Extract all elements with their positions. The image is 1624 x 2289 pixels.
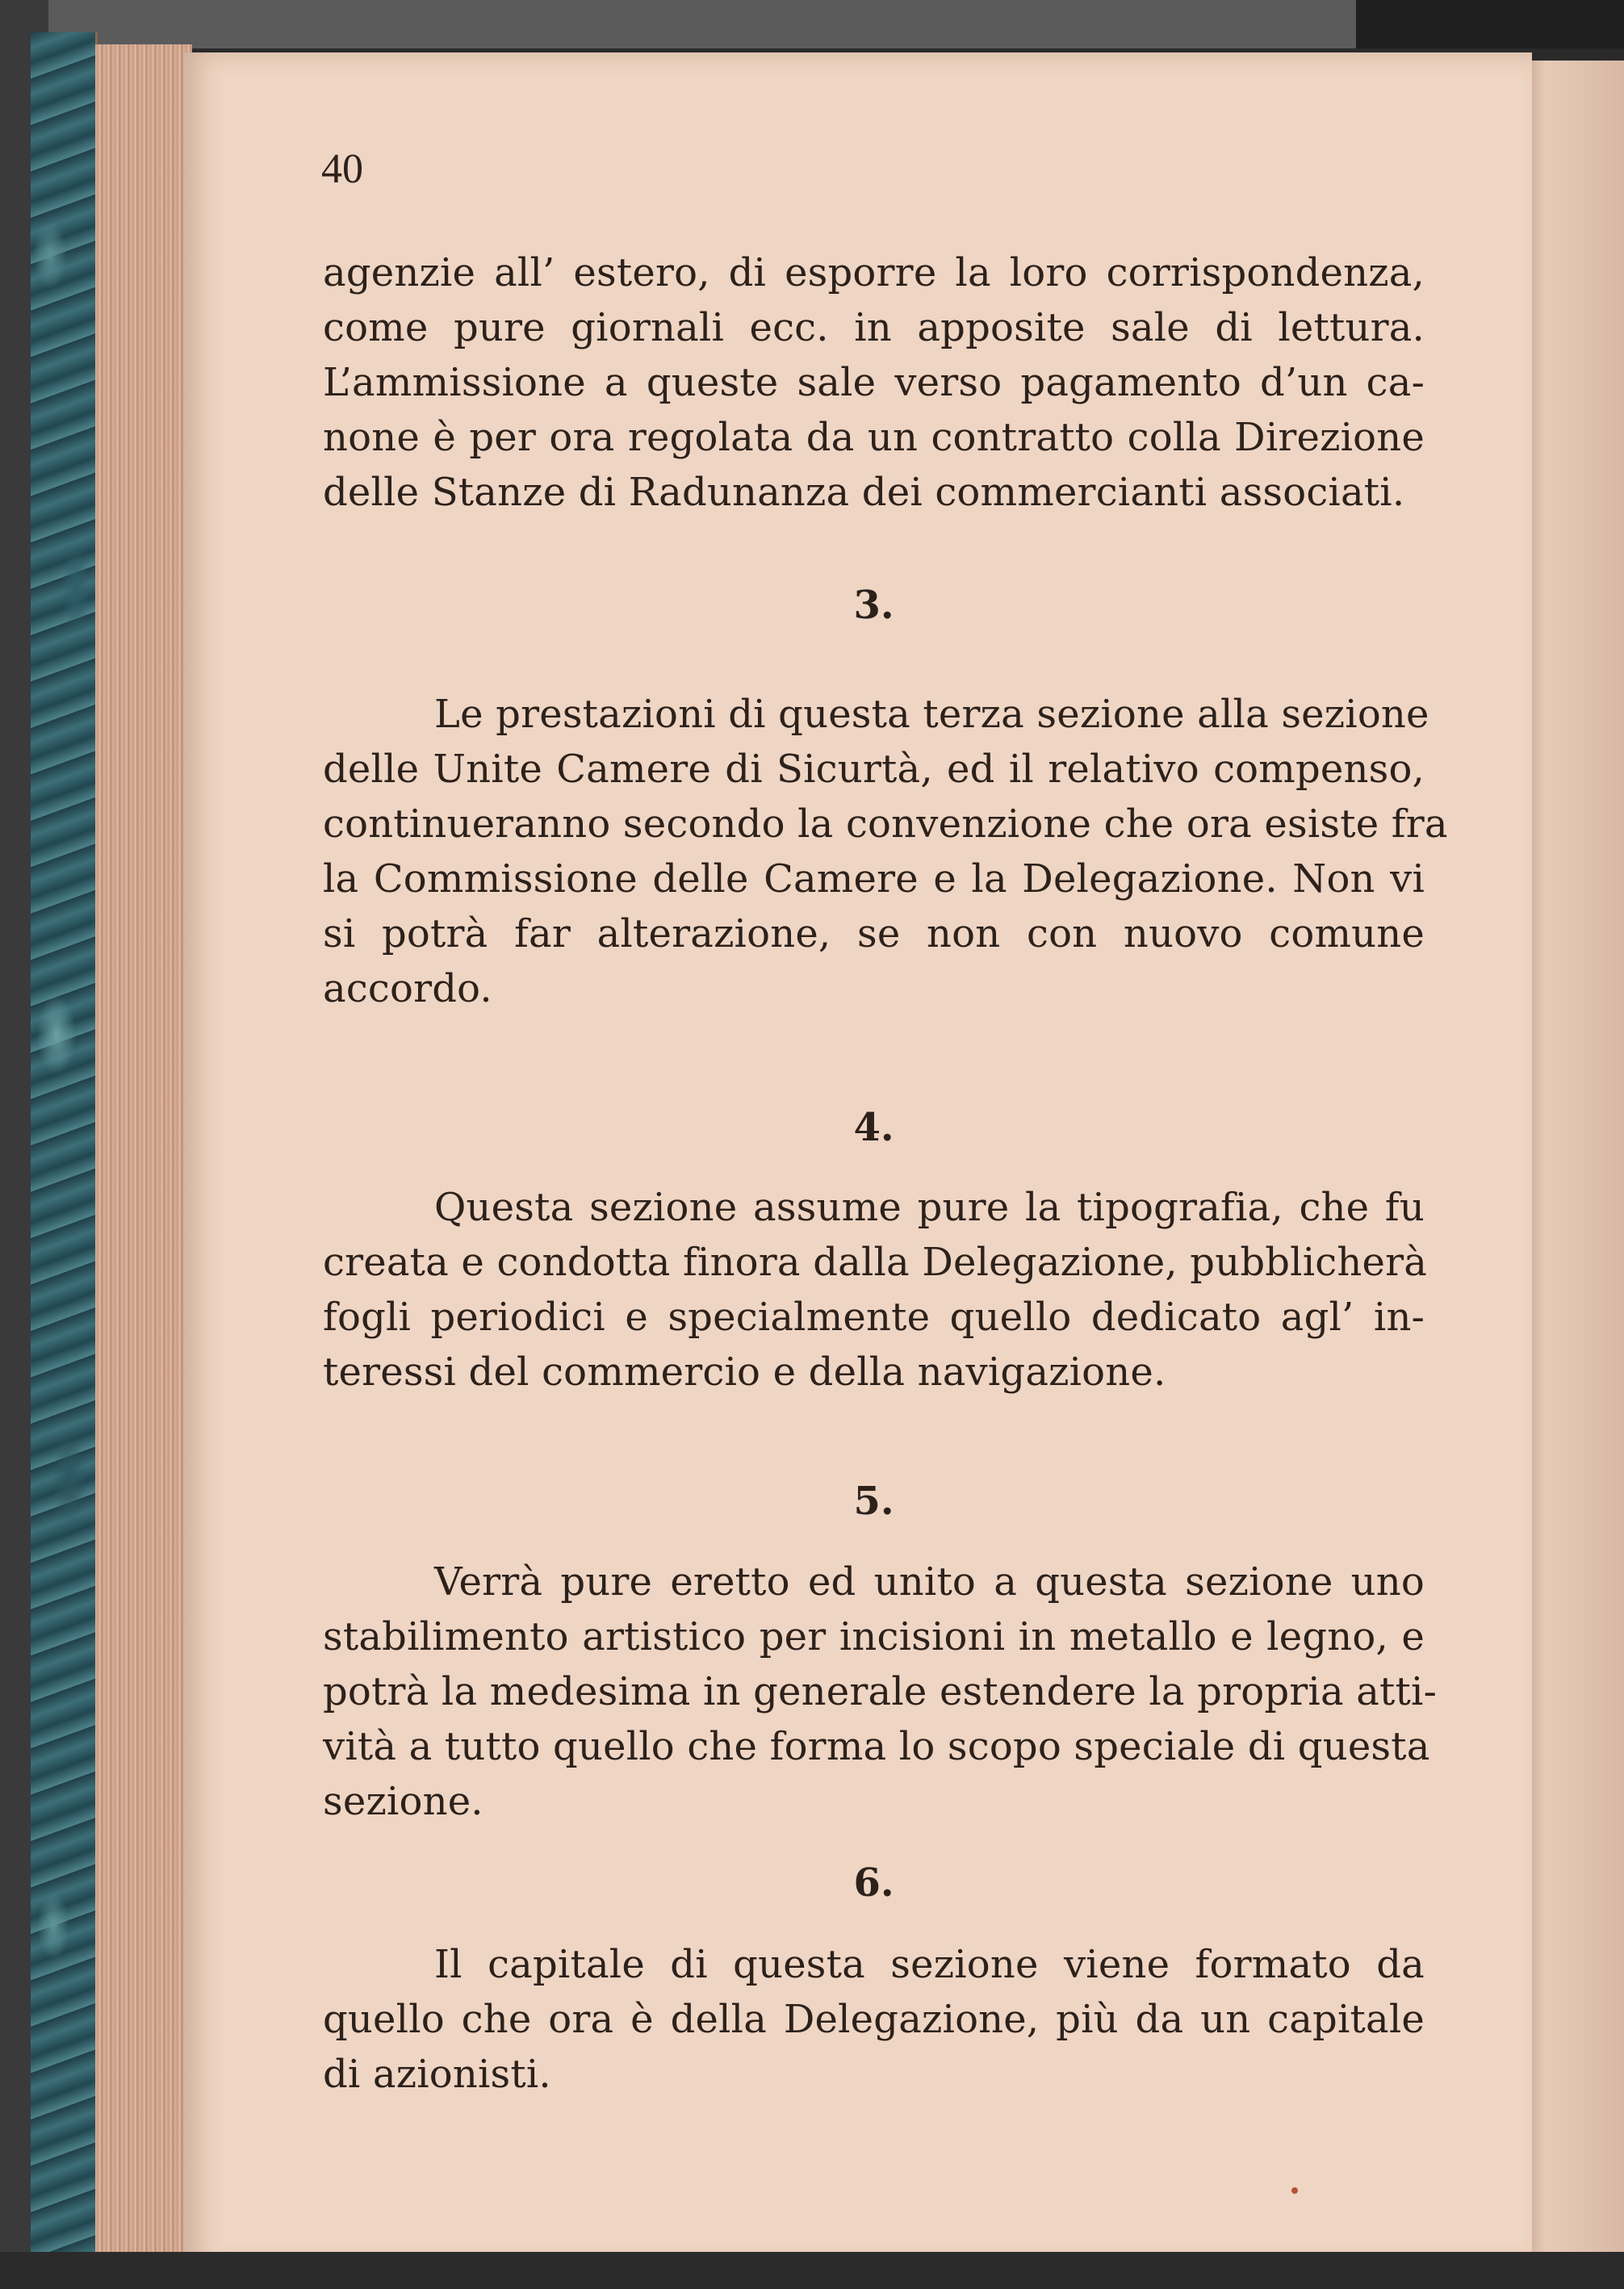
paper-stain [1291,2187,1298,2194]
section-heading-6: 6. [853,1860,894,1906]
text-line: quello che ora è della Delegazione, più da un capitale [323,1997,1425,2042]
paragraph-section-6 [323,1937,1425,2102]
text-line: Questa sezione assume pure la tipografia, che fu [434,1185,1425,1230]
page-edges [95,44,192,2272]
paragraph-intro [323,245,1425,520]
text-line: Il capitale di questa sezione viene formato da [434,1942,1425,1987]
marbled-cover-edge [31,32,98,2260]
text-line: creata e condotta finora dalla Delegazione, pubblicherà [323,1240,1428,1285]
text-line: accordo. [323,966,492,1011]
text-line: sezione. [323,1779,483,1824]
paragraph-section-4 [323,1180,1428,1400]
text-line: L’ammissione a queste sale verso pagamento d’un ca- [323,360,1425,405]
section-heading-5: 5. [853,1479,894,1524]
section-heading-3: 3. [853,583,894,628]
text-line: delle Stanze di Radunanza dei commercianti associati. [323,470,1405,515]
text-line: fogli periodici e specialmente quello dedicato agl’ in- [323,1295,1425,1340]
page-number: 40 [321,146,363,192]
text-line: agenzie all’ estero, di esporre la loro corrispondenza, [323,250,1425,295]
text-line: none è per ora regolata da un contratto colla Direzione [323,415,1425,460]
text-line: vità a tutto quello che forma lo scopo speciale di questa [323,1724,1430,1769]
text-line: Le prestazioni di questa terza sezione alla sezione [434,692,1429,737]
section-heading-4: 4. [853,1105,894,1150]
text-line: stabilimento artistico per incisioni in metallo e legno, e [323,1614,1425,1659]
scan-background-bottom [0,2252,1624,2289]
facing-page-edge [1526,61,1624,2289]
text-line: la Commissione delle Camere e la Delegazione. Non vi [323,856,1425,902]
text-line: si potrà far alterazione, se non con nuovo comune [323,911,1425,956]
text-line: Verrà pure eretto ed unito a questa sezione uno [434,1559,1425,1605]
text-line: delle Unite Camere di Sicurtà, ed il relativo compenso, [323,747,1425,792]
text-line: di azionisti. [323,2052,551,2097]
paragraph-section-3 [323,687,1448,1016]
scan-background-top-right [1356,0,1624,48]
text-line: continueranno secondo la convenzione che ora esiste fra [323,801,1448,847]
text-line: potrà la medesima in generale estendere la propria atti- [323,1669,1437,1714]
text-line: teressi del commercio e della navigazione. [323,1350,1166,1395]
paragraph-section-5 [323,1555,1437,1829]
text-line: come pure giornali ecc. in apposite sale di lettura. [323,305,1425,350]
